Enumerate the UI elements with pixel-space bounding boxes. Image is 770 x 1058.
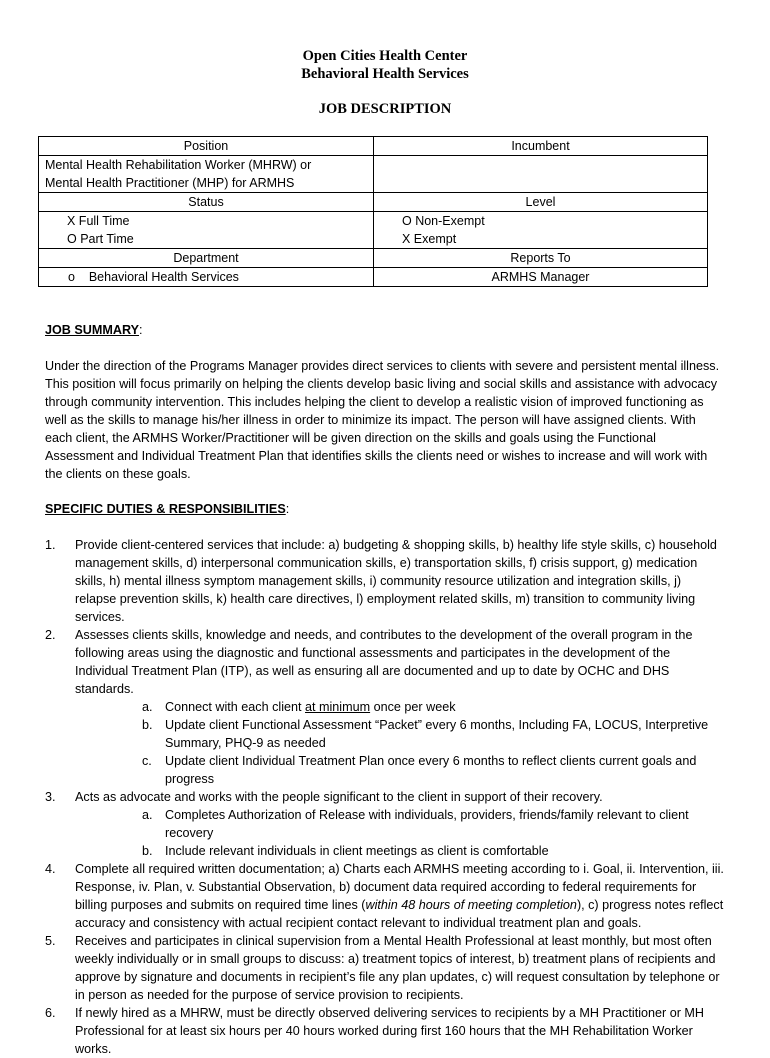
duty-text-pre: Complete all required written documentation; a) Charts each ARMHS meeting according to i. Goal, ii. Intervention, iii. Response, iv. Plan, v. Substantial Observation, b) document data required according to federal requirements for billing purposes and submits on required time lines ( — [75, 862, 724, 912]
incumbent-label: Incumbent — [374, 137, 708, 156]
subitem-letter: a. — [142, 808, 153, 822]
subitem-letter: b. — [142, 718, 153, 732]
reports-to-value: ARMHS Manager — [374, 268, 708, 287]
incumbent-value — [374, 156, 708, 193]
duty-item — [45, 536, 725, 626]
duty-subitem — [75, 806, 725, 842]
duty-number: 2. — [45, 628, 56, 642]
reports-to-label: Reports To — [374, 249, 708, 268]
level-options — [374, 212, 708, 249]
duty-text-post: ), c) progress notes reflect accuracy and consistency with actual recipient contact relevant to individual treatment plan and goals. — [75, 898, 724, 930]
subitem-text: Update client Functional Assessment “Packet” every 6 months, Including FA, LOCUS, Interpretive Summary, PHQ-9 as needed — [165, 718, 709, 750]
duty-number: 6. — [45, 1006, 56, 1020]
job-summary-section — [45, 321, 725, 483]
duties-section — [45, 500, 725, 1058]
duty-item — [45, 932, 725, 1004]
duty-subitem — [75, 842, 725, 860]
duties-heading: SPECIFIC DUTIES & RESPONSIBILITIES — [45, 502, 286, 516]
position-line-1: Mental Health Rehabilitation Worker (MHRW) or — [45, 158, 312, 172]
status-full-time: X Full Time — [67, 214, 130, 228]
subitem-letter: b. — [142, 844, 153, 858]
department-value-text: o Behavioral Health Services — [68, 270, 239, 284]
duty-item — [45, 860, 725, 932]
level-exempt: X Exempt — [402, 232, 457, 246]
duty-text: Acts as advocate and works with the people significant to the client in support of their recovery. — [75, 790, 603, 804]
duties-list — [45, 536, 725, 1058]
level-non-exempt: O Non-Exempt — [402, 214, 485, 228]
department-name: Behavioral Health Services — [301, 66, 469, 82]
department-label: Department — [39, 249, 374, 268]
duty-item — [45, 1004, 725, 1058]
subitem-letter: c. — [142, 754, 152, 768]
duty-number: 1. — [45, 538, 56, 552]
position-line-2: Mental Health Practitioner (MHP) for ARMHS — [45, 176, 295, 190]
position-value — [39, 156, 374, 193]
duties-heading-colon: : — [285, 502, 290, 516]
position-label: Position — [39, 137, 374, 156]
subitem-text-pre: Connect with each client — [165, 700, 306, 714]
duty-number: 3. — [45, 790, 56, 804]
document-title: JOB DESCRIPTION — [318, 101, 452, 117]
duty-subitem — [75, 698, 725, 716]
department-value — [39, 268, 374, 287]
duty-text: Provide client-centered services that include: a) budgeting & shopping skills, b) healthy life style skills, c) household management skills, d) interpersonal communication skills, e) transportation skills, f) crisis support, g) medication skills, h) mental illness symptom management skills, i) community resource utilization and integration skills, j) relapse prevention skills, k) health care directives, l) employment related skills, m) transition to community living services. — [75, 538, 717, 624]
subitem-text-post: once per week — [370, 700, 456, 714]
duty-text: Assesses clients skills, knowledge and needs, and contributes to the development of the overall program in the following areas using the diagnostic and functional assessments and participates in the development of the Individual Treatment Plan (ITP), as well as ensuring all are documented and up to date by OCHC and DHS standards. — [75, 628, 693, 696]
job-summary-heading: JOB SUMMARY — [45, 323, 139, 337]
org-name: Open Cities Health Center — [302, 48, 468, 64]
subitem-text-underlined: at minimum — [305, 700, 371, 714]
subitem-text: Include relevant individuals in client meetings as client is comfortable — [165, 844, 549, 858]
duty-sublist — [75, 698, 725, 788]
duty-text-emphasis: within 48 hours of meeting completion — [365, 898, 577, 912]
duty-subitem — [75, 716, 725, 752]
subitem-letter: a. — [142, 700, 153, 714]
status-part-time: O Part Time — [67, 232, 134, 246]
duty-number: 5. — [45, 934, 56, 948]
job-summary-heading-colon: : — [139, 323, 143, 337]
level-label: Level — [374, 193, 708, 212]
duty-text: If newly hired as a MHRW, must be directly observed delivering services to recipients by a MH Practitioner or MH Professional for at least six hours per 40 hours worked during first 160 hours that the MH Rehabilitation Worker works. — [75, 1006, 704, 1056]
duty-item — [45, 626, 725, 788]
duty-subitem — [75, 752, 725, 788]
subitem-text: Update client Individual Treatment Plan once every 6 months to reflect clients current goals and progress — [165, 754, 697, 786]
job-summary-text: Under the direction of the Programs Manager provides direct services to clients with severe and persistent mental illness. This position will focus primarily on helping the clients develop basic living and social skills and assistance with advocacy through community intervention. This includes helping the client to develop a realistic vision of improved functioning as well as the skills to manage his/her illness in order to minimize its impact. The person will have assigned clients. With each client, the ARMHS Worker/Practitioner will be given direction on the skills and goals using the Functional Assessment and Individual Treatment Plan that identifies skills the clients need or wishes to increase and will work with the clients on these goals. — [45, 359, 720, 481]
duty-number: 4. — [45, 862, 56, 876]
subitem-text: Completes Authorization of Release with individuals, providers, friends/family relevant to client recovery — [165, 808, 689, 840]
job-info-table — [38, 136, 708, 287]
duty-text: Receives and participates in clinical supervision from a Mental Health Professional at least monthly, but most often weekly individually or in small groups to discuss: a) treatment topics of interest, b) treatment plans of recipients and approve by signature and documents in recipient’s file any plan updates, c) will request consultation by telephone or in person as needed for the purpose of service provision to recipients. — [75, 934, 720, 1002]
status-options — [39, 212, 374, 249]
duty-item — [45, 788, 725, 860]
status-label: Status — [39, 193, 374, 212]
duty-sublist — [75, 806, 725, 860]
